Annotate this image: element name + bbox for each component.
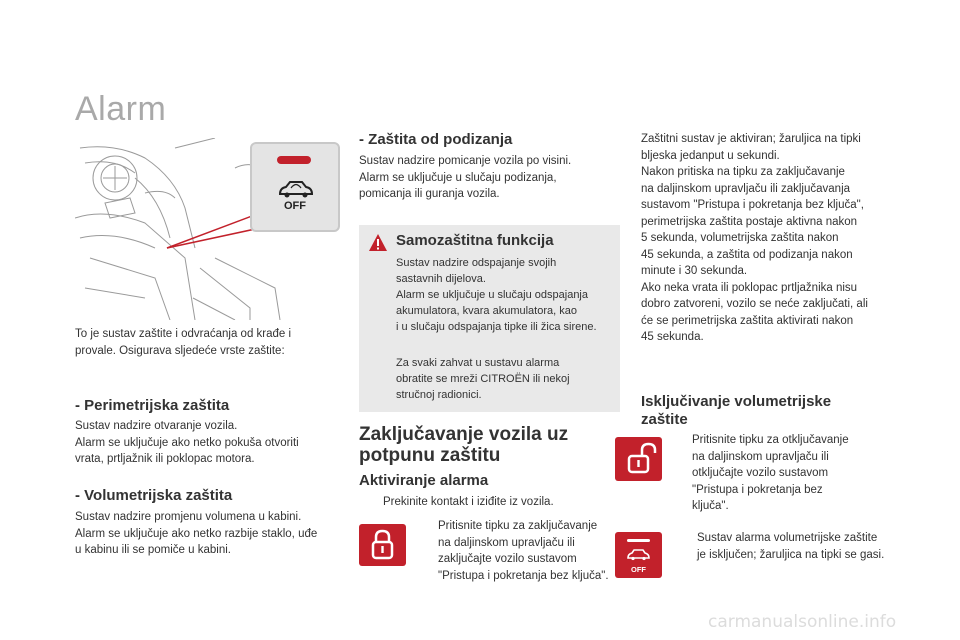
details-line: Ako neka vrata ili poklopac prtljažnika nisu [641,281,858,294]
alarm-off-button [250,142,340,232]
self-protection-line: Alarm se uključuje u slučaju odspajanja [396,289,588,301]
activation-step-2 [418,518,628,584]
activation-step-2-text [438,518,609,584]
step-line: otključajte vozilo sustavom [692,467,829,479]
activation-step-1-text: Prekinite kontakt i iziđite iz vozila. [383,496,554,508]
details-line: perimetrijska zaštita postaje aktivna nakon [641,215,858,228]
activation-heading: Aktiviranje alarma [359,472,489,489]
self-protection-line: sastavnih dijelova. [396,273,486,285]
bullet-icon [418,518,438,584]
volumetric-line: Sustav nadzire promjenu volumena u kabini. [75,511,302,523]
perimeter-text [75,418,355,468]
padlock-unlocked-icon [615,437,662,481]
details-line: 5 sekunda, volumetrijska zaštita nakon [641,232,839,244]
alarm-led-indicator [277,156,311,164]
details-line: minute i 30 sekunda. [641,265,748,277]
details-line: bljeska jedanput u sekundi. [641,149,780,162]
deactivation-step-text [692,432,849,515]
result-line: je isključen; žaruljica na tipki se gasi. [697,548,885,561]
activation-step-1 [363,494,623,511]
lift-heading: - Zaštita od podizanja [359,131,513,148]
alarm-off-small-icon [615,532,662,578]
warning-triangle-icon [367,232,389,254]
lift-line: Alarm se uključuje u slučaju podizanja, [359,171,557,184]
service-advice-line: obratite se mreži CITROËN ili nekoj [396,373,570,385]
step-line: ključa". [692,500,729,512]
off-label: OFF [284,200,306,212]
activation-details-text [641,131,911,346]
self-protection-text [396,255,616,335]
step-line: na daljinskom upravljaču ili [692,450,829,463]
step-line: na daljinskom upravljaču ili [438,536,575,549]
bullet-icon [363,494,383,511]
page-title: Alarm [75,90,167,128]
step-line: "Pristupa i pokretanja bez [692,483,823,496]
off-small-label: OFF [631,565,646,574]
locking-heading-line: potpunu zaštitu [359,445,501,466]
deactivation-heading-line: zaštite [641,411,688,428]
details-line: će se perimetrijska zaštita aktivirati nakon [641,314,854,327]
lift-text [359,153,619,203]
lift-line: pomicanja ili guranja vozila. [359,188,500,200]
step-line: Pritisnite tipku za otključavanje [692,434,849,446]
car-alarm-icon [276,178,314,200]
service-advice-text [396,355,616,403]
volumetric-text [75,509,355,559]
locking-heading-line: Zaključavanje vozila uz [359,424,569,445]
result-line: Sustav alarma volumetrijske zaštite [697,532,878,544]
intro-line: To je sustav zaštite i odvraćanja od krađe i [75,328,292,340]
perimeter-line: Sustav nadzire otvaranje vozila. [75,420,238,432]
self-protection-line: i u slučaju odspajanja tipke ili žica sirene. [396,321,597,333]
padlock-locked-icon [359,524,406,566]
volumetric-heading: - Volumetrijska zaštita [75,487,233,504]
deactivation-result-text [697,530,927,563]
self-protection-line: Sustav nadzire odspajanje svojih [396,257,557,269]
details-line: na daljinskom upravljaču ili zaključavanja [641,182,851,195]
intro-text [75,326,345,359]
watermark: carmanualsonline.info [708,612,897,632]
self-protection-heading: Samozaštitna funkcija [396,232,554,249]
deactivation-step [672,432,902,515]
perimeter-line: Alarm se uključuje ako netko pokuša otvoriti [75,436,299,449]
locking-heading [359,424,568,466]
step-line: "Pristupa i pokretanja bez ključa". [438,569,609,582]
step-line: zaključajte vozilo sustavom [438,553,577,565]
bullet-icon [672,432,692,515]
details-line: Nakon pritiska na tipku za zaključavanje [641,166,845,178]
details-line: 45 sekunda. [641,331,704,343]
volumetric-line: u kabinu ili se pomiče u kabini. [75,544,231,556]
deactivation-heading [641,393,831,429]
details-line: sustavom "Pristupa i pokretanja bez ključa", [641,199,864,211]
details-line: 45 sekunda, a zaštita od podizanja nakon [641,248,853,261]
lift-line: Sustav nadzire pomicanje vozila po visini. [359,155,572,167]
details-line: Zaštitni sustav je aktiviran; žaruljica na tipki [641,133,861,145]
self-protection-line: akumulatora, kvara akumulatora, kao [396,305,577,317]
intro-line: provale. Osigurava sljedeće vrste zaštite: [75,344,285,357]
service-advice-line: Za svaki zahvat u sustavu alarma [396,357,560,369]
perimeter-line: vrata, prtljažnik ili poklopac motora. [75,453,255,465]
volumetric-line: Alarm se uključuje ako netko razbije staklo, uđe [75,527,318,540]
step-line: Pritisnite tipku za zaključavanje [438,520,598,532]
deactivation-heading-line: Isključivanje volumetrijske [641,393,832,410]
service-advice-line: stručnoj radionici. [396,389,482,401]
details-line: dobro zatvoreni, vozilo se neće zaključati, ali [641,298,868,310]
self-protection-box [359,225,620,412]
perimeter-heading: - Perimetrijska zaštita [75,397,230,414]
